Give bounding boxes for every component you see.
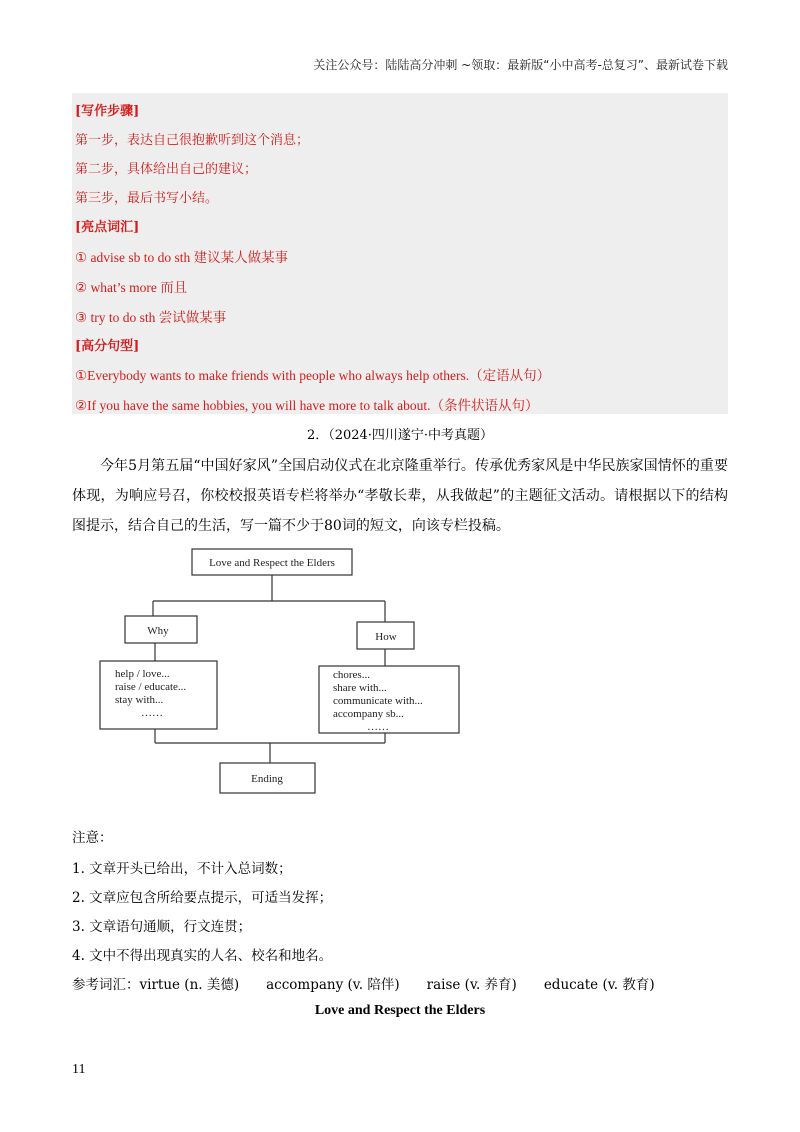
problem-intro: 今年5月第五届“中国好家风”全国启动仪式在北京隆重举行。传承优秀家风是中华民族家国情怀的重要体现，为响应号召，你校校报英语专栏将举办“孝敬长辈，从我做起”的主题征文活动。请根据以下的结构图提示，结合自己的生活，写一篇不少于80词的短文，向该专栏投稿。 [72,458,728,534]
reference-vocab: 参考词汇：virtue (n. 美德) accompany (v. 陪伴) raise (v. 养育) educate (v. 教育) [72,977,655,993]
section-heading-sentences: [高分句型] [75,339,140,354]
section-heading-steps: [写作步骤] [75,104,140,119]
top-box-label: Love and Respect the Elders [209,557,335,569]
step-line: 第二步，具体给出自己的建议； [75,162,258,177]
why-item: stay with... [115,694,164,706]
essay-title: Love and Respect the Elders [314,1003,486,1018]
sentence-line: ②If you have the same hobbies, you will have more to talk about.（条件状语从句） [75,398,539,413]
sentence-line: ①Everybody wants to make friends with people who always help others.（定语从句） [75,368,551,383]
note-item: 4. 文中不得出现真实的人名、校名和地名。 [72,948,333,964]
section-heading-vocab: [亮点词汇] [75,220,140,235]
how-item: …… [367,721,389,733]
note-item: 2. 文章应包含所给要点提示，可适当发挥； [72,890,333,906]
vocab-line: ③ try to do sth 尝试做某事 [75,310,227,325]
why-item: help / love... [115,668,170,680]
step-line: 第一步，表达自己很抱歉听到这个消息； [75,133,310,148]
why-item: raise / educate... [115,681,187,693]
note-item: 3. 文章语句通顺，行文连贯； [72,919,252,935]
how-item: share with... [333,682,387,694]
problem-title: 2．（2024·四川遂宁·中考真题） [306,428,494,443]
ending-label: Ending [251,773,283,785]
vocab-line: ① advise sb to do sth 建议某人做某事 [75,250,289,265]
how-label: How [375,631,397,643]
step-line: 第三步，最后书写小结。 [75,191,219,206]
note-item: 1. 文章开头已给出，不计入总词数； [72,861,292,877]
notes-heading: 注意： [72,830,113,846]
how-item: accompany sb... [333,708,404,720]
page-header: 关注公众号：陆陆高分冲刺 ~领取：最新版“小中高考-总复习”、最新试卷下载 [313,58,728,72]
page-number: 11 [72,1062,86,1077]
why-item: …… [141,707,163,719]
how-item: chores... [333,669,370,681]
why-label: Why [147,625,169,637]
vocab-line: ② what’s more 而且 [75,280,188,295]
how-item: communicate with... [333,695,423,707]
structure-diagram [95,543,475,803]
